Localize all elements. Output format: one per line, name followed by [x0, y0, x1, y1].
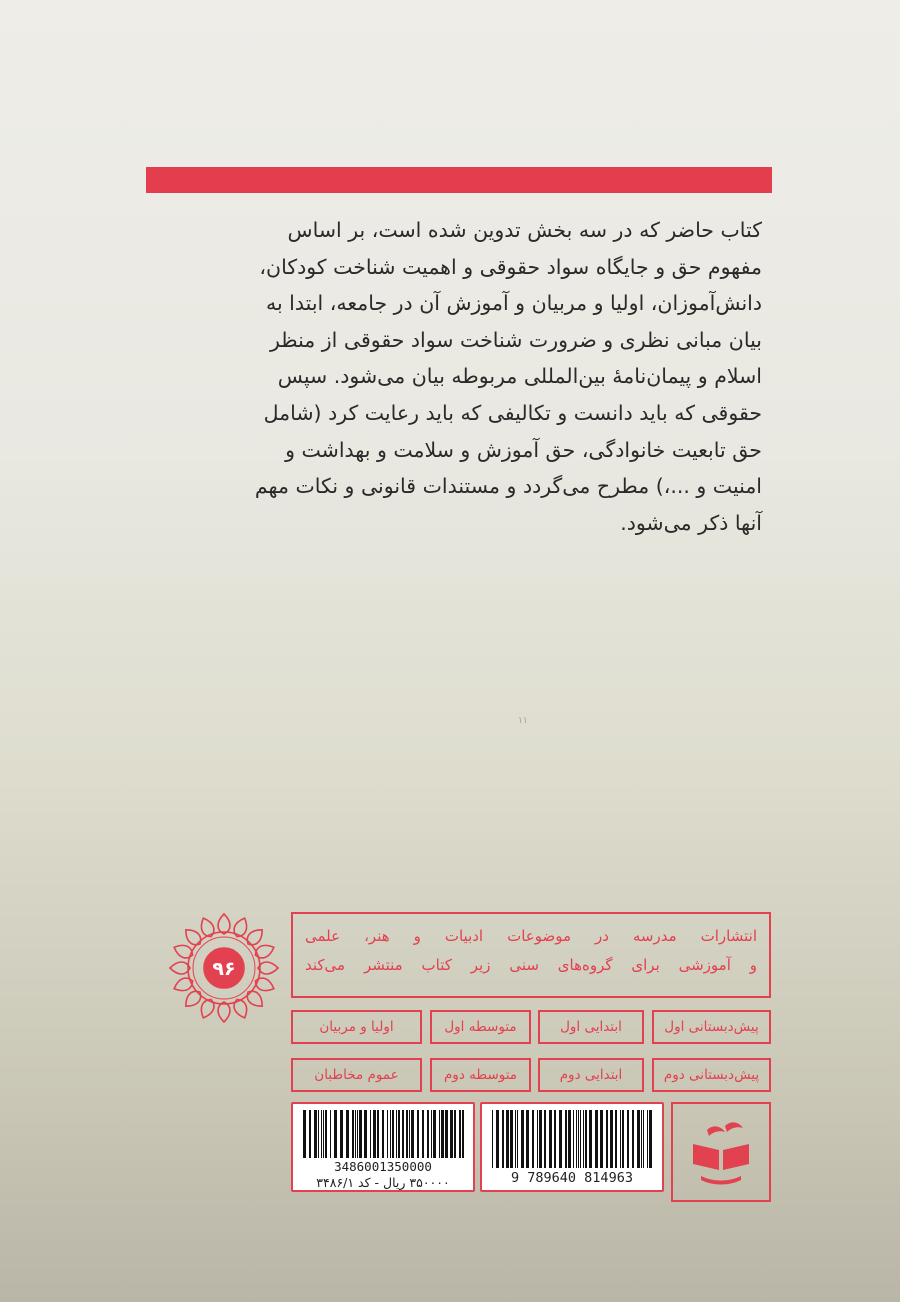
publisher-note-box: [291, 912, 771, 998]
back-cover-blurb: [140, 212, 762, 541]
price-barcode-bars-icon: [301, 1110, 467, 1158]
blurb-line-last: آنها ذکر می‌شود.: [620, 510, 762, 535]
blurb-line: مفهوم حق و جایگاه سواد حقوقی و اهمیت شناخت کودکان،: [259, 254, 762, 279]
isbn-barcode-bars-icon: [490, 1110, 656, 1168]
publisher-note-line: انتشارات مدرسه در موضوعات ادبیات و هنر، علمی: [305, 927, 757, 945]
publisher-anniversary-seal-icon: [166, 910, 282, 1026]
publisher-logo: [671, 1102, 771, 1202]
blurb-line: بیان مبانی نظری و ضرورت شناخت سواد حقوقی از منظر: [269, 327, 762, 352]
madreseh-book-logo-icon: [673, 1104, 769, 1200]
blurb-line: اسلام و پیمان‌نامهٔ بین‌المللی مربوطه بیان می‌شود. سپس: [277, 364, 762, 389]
blurb-line: دانش‌آموزان، اولیا و مربیان و آموزش آن در جامعه، ابتدا به: [265, 291, 762, 316]
header-red-bar: [146, 167, 772, 193]
small-page-mark: ۱۱: [518, 716, 528, 726]
category-primary-1: ابتدایی اول: [538, 1010, 644, 1044]
blurb-line: حق تابعیت خانوادگی، حق آموزش و سلامت و بهداشت و: [285, 437, 762, 462]
category-parents-teachers: اولیا و مربیان: [291, 1010, 422, 1044]
price-caption: ۳۵۰۰۰۰ ریال - کد ۳۴۸۶/۱: [316, 1175, 450, 1190]
blurb-line: حقوقی که باید دانست و تکالیفی که باید رعایت کرد (شامل: [263, 400, 762, 425]
isbn-digits: 9 789640 814963: [511, 1170, 633, 1186]
price-barcode: [291, 1102, 475, 1192]
category-primary-2: ابتدایی دوم: [538, 1058, 644, 1092]
publisher-note-line: و آموزشی برای گروه‌های سنی زیر کتاب منتشر می‌کند: [305, 956, 757, 974]
category-secondary-2: متوسطه دوم: [430, 1058, 531, 1092]
blurb-line: امنیت و ...،) مطرح می‌گردد و مستندات قانونی و نکات مهم: [254, 474, 762, 499]
price-barcode-digits: 3486001350000: [334, 1159, 432, 1174]
category-general-audience: عموم مخاطبان: [291, 1058, 422, 1092]
category-preschool-2: پیش‌دبستانی دوم: [652, 1058, 771, 1092]
seal-number: ۹۶: [212, 958, 236, 980]
blurb-line: کتاب حاضر که در سه بخش تدوین شده است، بر اساس: [287, 218, 762, 242]
isbn-barcode: [480, 1102, 664, 1192]
category-secondary-1: متوسطه اول: [430, 1010, 531, 1044]
category-preschool-1: پیش‌دبستانی اول: [652, 1010, 771, 1044]
